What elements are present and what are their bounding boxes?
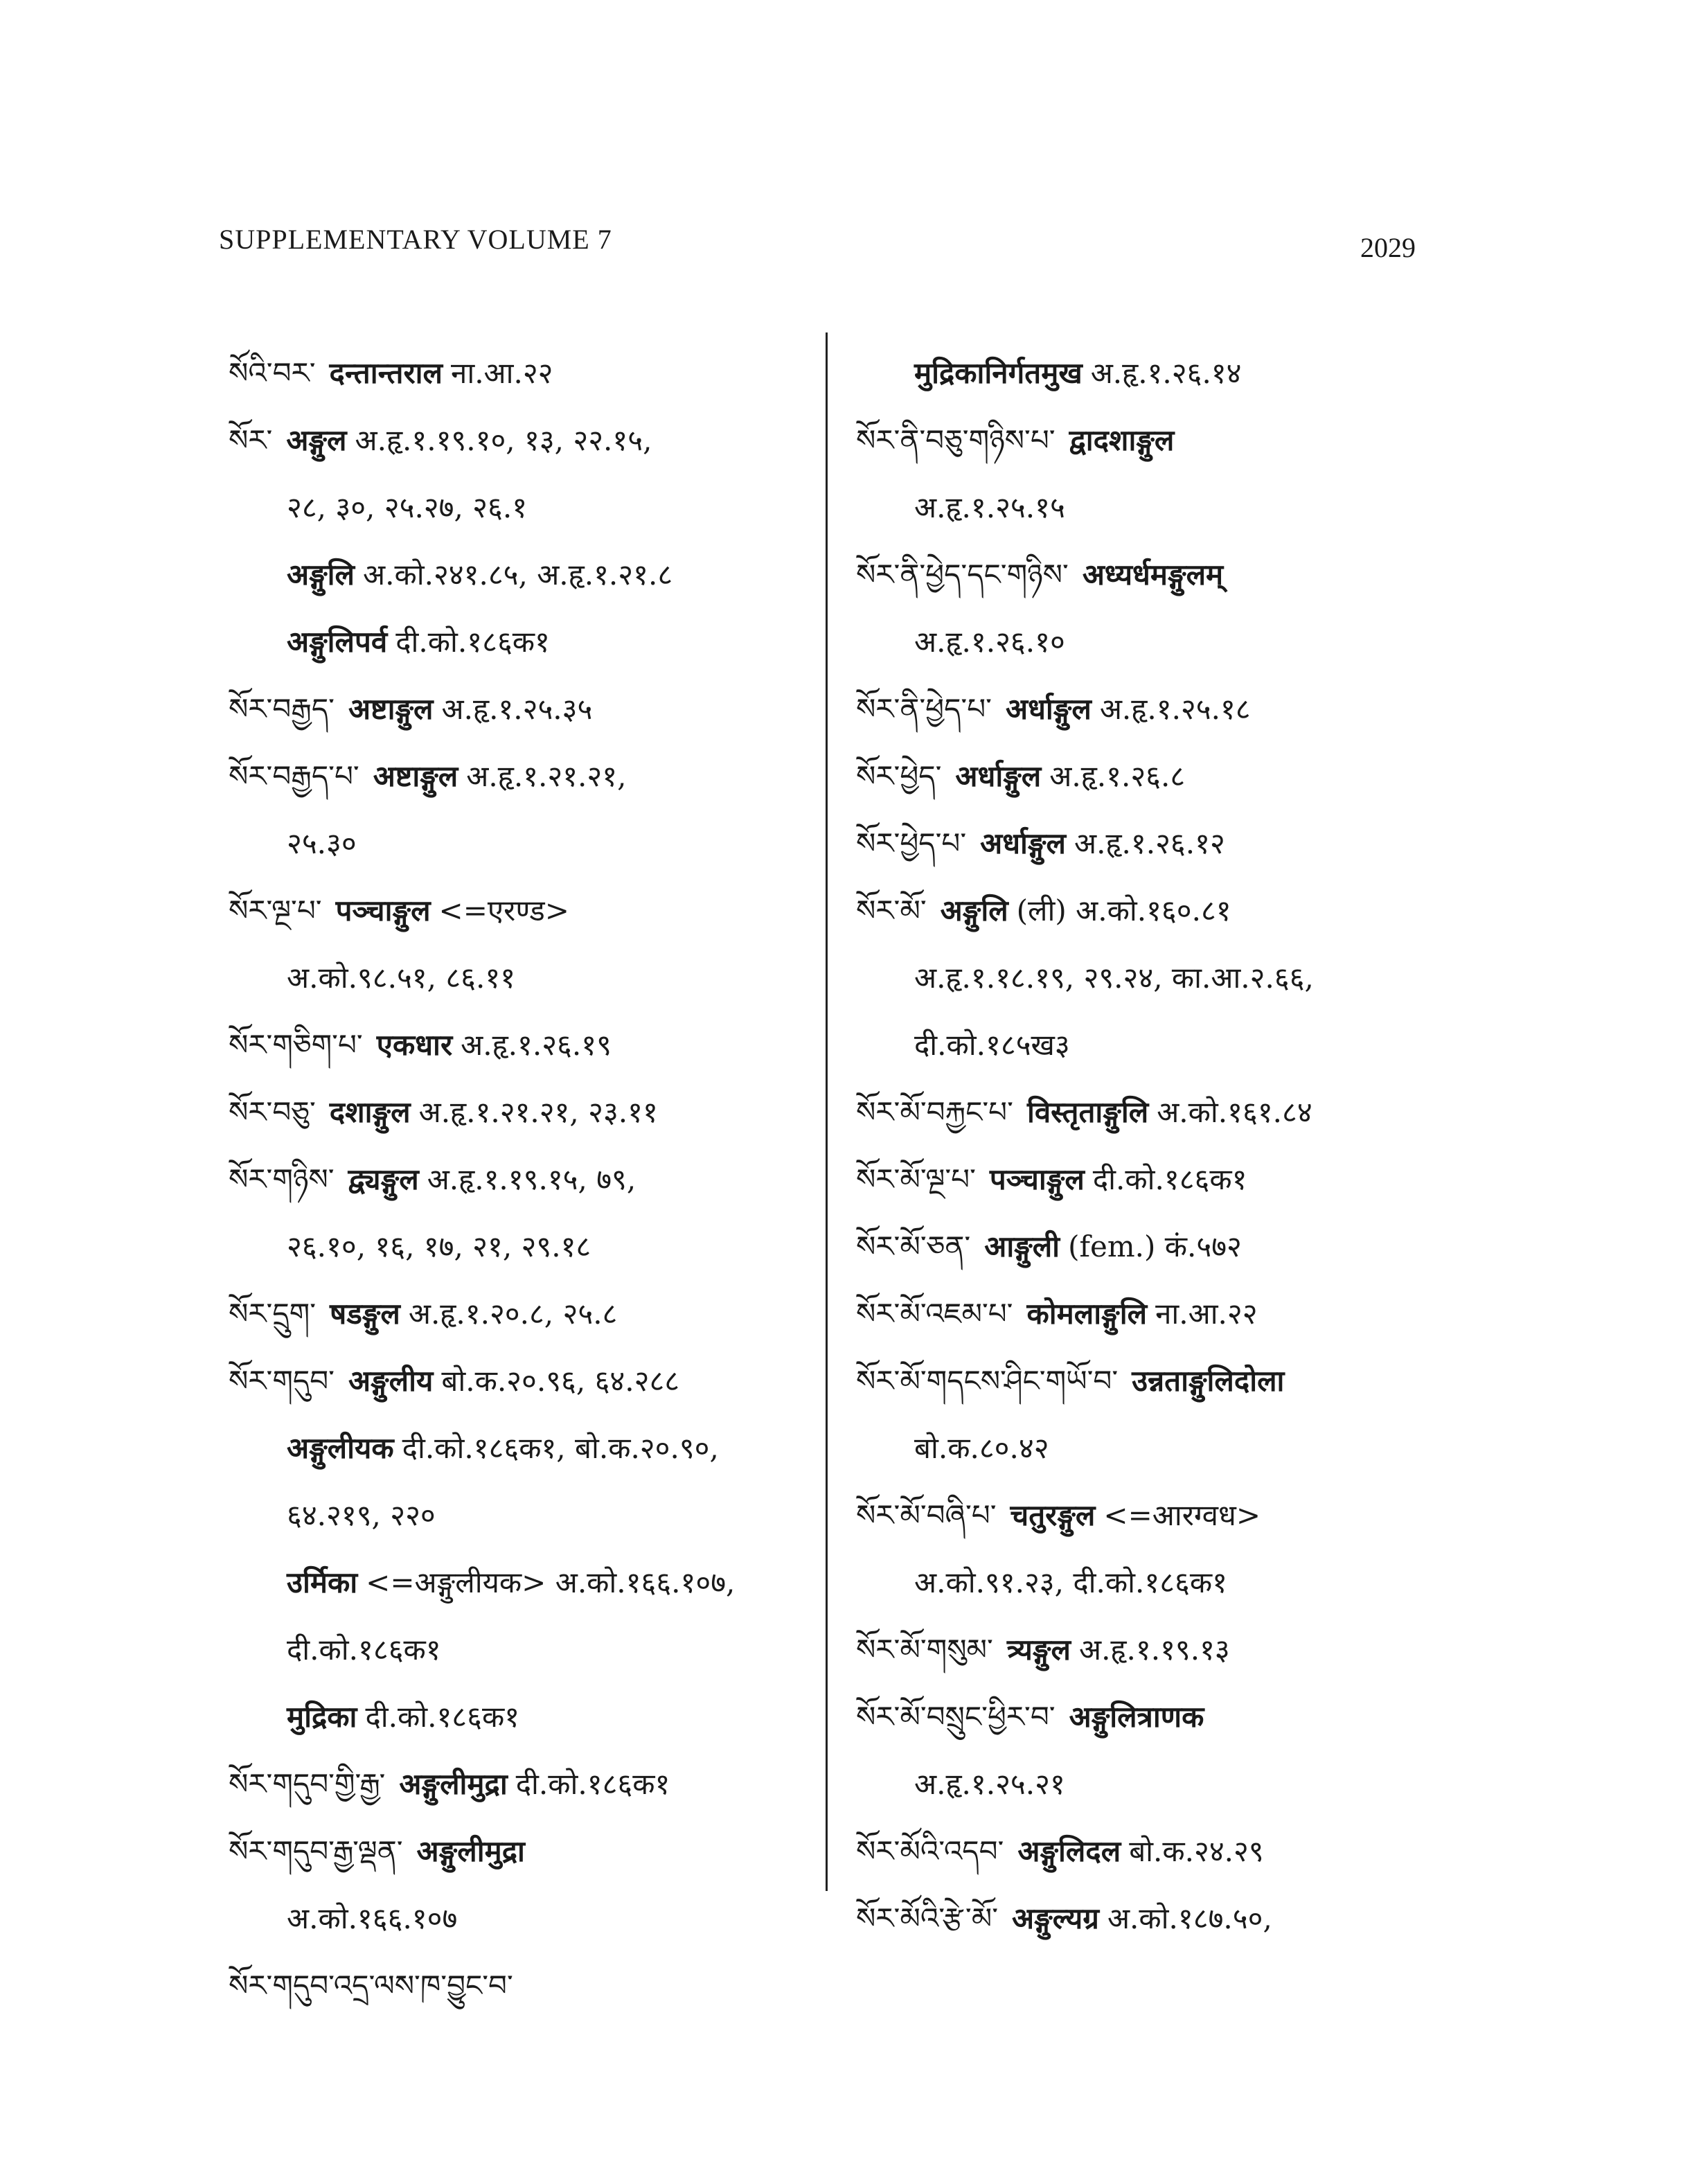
sanskrit-equivalent: द्वादशाङ्गुल xyxy=(1069,423,1175,457)
dictionary-line xyxy=(229,541,755,608)
source-reference: (ली) अ.को.१६०.८१ xyxy=(1016,894,1231,927)
source-reference: अ.हृ.१.२१.२१, २३.११ xyxy=(418,1095,658,1129)
dictionary-line xyxy=(856,743,1382,810)
source-reference: अ.हृ.१.१८.१९, २९.२४, का.आ.२.६६, xyxy=(914,961,1314,995)
sanskrit-equivalent: अर्धाङ्गुल xyxy=(1005,692,1092,726)
sanskrit-equivalent: विस्तृताङ्गुलि xyxy=(1026,1095,1149,1129)
dictionary-line xyxy=(229,1414,755,1482)
running-header: SUPPLEMENTARY VOLUME 7 xyxy=(219,224,612,255)
sanskrit-equivalent: अङ्गुलिपर्व xyxy=(287,625,388,659)
sanskrit-equivalent: अङ्गुल xyxy=(286,423,347,457)
dictionary-line xyxy=(229,1280,755,1347)
page-number: 2029 xyxy=(1360,232,1416,263)
tibetan-headword: སོར་མོ་བསྲུང་ཕྱིར་བ་ xyxy=(856,1700,1056,1734)
dictionary-line xyxy=(856,675,1382,743)
source-reference: ना.आ.२२ xyxy=(1155,1297,1258,1331)
dictionary-line xyxy=(229,1683,755,1750)
tibetan-headword: སོར་བརྒྱད་པ་ xyxy=(229,759,359,793)
tibetan-headword: སོར་མོ་གདངས་ཤིང་གཡོ་བ་ xyxy=(856,1364,1119,1398)
tibetan-headword: སོར་མོའི་རྩེ་མོ་ xyxy=(856,1901,999,1935)
sanskrit-equivalent: अङ्गुलि xyxy=(940,894,1008,927)
sanskrit-equivalent: अङ्गुलीमुद्रा xyxy=(399,1767,508,1801)
tibetan-headword: སོར་གདུབ་འདྲ་ལས་ཁ་བྱུང་བ་ xyxy=(229,1969,513,2003)
dictionary-line xyxy=(229,1885,755,1952)
sanskrit-equivalent: दन्तान्तराल xyxy=(329,356,443,390)
sanskrit-equivalent: उर्मिका xyxy=(287,1565,358,1599)
tibetan-headword: སོར་ xyxy=(229,423,273,457)
source-reference: अ.हृ.१.२५.१५ xyxy=(914,490,1065,524)
dictionary-line xyxy=(229,675,755,743)
source-reference: बो.क.८०.४२ xyxy=(914,1431,1049,1465)
tibetan-headword: སོར་མོ་འཇམ་པ་ xyxy=(856,1297,1013,1331)
sanskrit-equivalent: दशाङ्गुल xyxy=(329,1095,411,1129)
sanskrit-equivalent: अङ्गुलिदल xyxy=(1017,1834,1121,1868)
dictionary-line xyxy=(229,1146,755,1213)
source-reference: ६४.२१९, २२० xyxy=(287,1498,436,1532)
dictionary-line xyxy=(856,1078,1382,1146)
dictionary-line xyxy=(229,1482,755,1549)
dictionary-line xyxy=(856,877,1382,944)
source-reference: दी.को.१८६क१ xyxy=(287,1633,441,1667)
tibetan-headword: སོར་བཅུ་ xyxy=(229,1095,316,1129)
dictionary-line xyxy=(229,1078,755,1146)
dictionary-line xyxy=(229,1011,755,1078)
source-reference: दी.को.१८६क१ xyxy=(515,1767,670,1801)
sanskrit-equivalent: अङ्गुलीय xyxy=(348,1364,434,1398)
source-reference: <=एरण्ड> xyxy=(438,894,569,927)
source-reference: (fem.) कं.५७२ xyxy=(1068,1229,1242,1263)
tibetan-headword: སོར་ཕྱེད་ xyxy=(856,759,942,793)
source-reference: अ.को.९८.५१, ८६.११ xyxy=(287,961,516,995)
tibetan-headword: སོར་གདུབ་ xyxy=(229,1364,335,1398)
tibetan-headword: སོར་མོ་ xyxy=(856,894,927,927)
dictionary-line xyxy=(856,1750,1382,1818)
tibetan-headword: སོར་ལྔ་པ་ xyxy=(229,894,322,927)
source-reference: अ.हृ.१.२५.२१ xyxy=(914,1767,1065,1801)
dictionary-line xyxy=(856,1011,1382,1078)
sanskrit-equivalent: मुद्रिकानिर्गतमुख xyxy=(914,356,1083,390)
dictionary-line xyxy=(856,1549,1382,1616)
tibetan-headword: སོའི་བར་ xyxy=(229,356,316,390)
sanskrit-equivalent: एकधार xyxy=(376,1028,453,1062)
sanskrit-equivalent: अङ्गुलीयक xyxy=(287,1431,394,1465)
dictionary-line xyxy=(856,474,1382,541)
tibetan-headword: སོར་ཕྱེད་པ་ xyxy=(856,826,967,860)
dictionary-line xyxy=(229,1213,755,1280)
source-reference: दी.को.१८६क१ xyxy=(395,625,550,659)
tibetan-headword: སོར་མོའི་འདབ་ xyxy=(856,1834,1004,1868)
dictionary-line xyxy=(229,944,755,1011)
source-reference: अ.हृ.१.२६.१४ xyxy=(1090,356,1242,390)
tibetan-headword: སོར་གཉིས་ xyxy=(229,1162,335,1196)
dictionary-line xyxy=(229,1549,755,1616)
source-reference: ना.आ.२२ xyxy=(451,356,553,390)
left-column xyxy=(229,339,755,2019)
sanskrit-equivalent: अङ्गुलीमुद्रा xyxy=(416,1834,525,1868)
dictionary-line xyxy=(856,1482,1382,1549)
source-reference: अ.को.१८७.५०, xyxy=(1107,1901,1272,1935)
dictionary-line xyxy=(229,608,755,675)
source-reference: अ.हृ.१.१९.१५, ७९, xyxy=(427,1162,636,1196)
sanskrit-equivalent: अध्यर्धमङ्गुलम् xyxy=(1082,558,1224,592)
right-column xyxy=(856,339,1382,1952)
dictionary-line xyxy=(229,1616,755,1683)
dictionary-line xyxy=(856,407,1382,474)
dictionary-line xyxy=(856,810,1382,877)
dictionary-line xyxy=(229,810,755,877)
sanskrit-equivalent: कोमलाङ्गुलि xyxy=(1026,1297,1148,1331)
source-reference: बो.क.२०.९६, ६४.२८८ xyxy=(441,1364,680,1398)
source-reference: २८, ३०, २५.२७, २६.१ xyxy=(287,490,528,524)
sanskrit-equivalent: षडङ्गुल xyxy=(330,1297,400,1331)
source-reference: अ.हृ.१.२६.१९ xyxy=(461,1028,612,1062)
sanskrit-equivalent: अष्टाङ्गुल xyxy=(348,692,434,726)
dictionary-line xyxy=(229,1750,755,1818)
source-reference: बो.क.२४.२९ xyxy=(1129,1834,1264,1868)
dictionary-line xyxy=(229,1347,755,1414)
dictionary-line xyxy=(229,743,755,810)
source-reference: अ.को.२४१.८५, अ.हृ.१.२१.८ xyxy=(363,558,673,592)
dictionary-line xyxy=(856,1885,1382,1952)
source-reference: अ.हृ.१.२५.३५ xyxy=(441,692,593,726)
dictionary-line xyxy=(856,541,1382,608)
source-reference: अ.को.९१.२३, दी.को.१८६क१ xyxy=(914,1565,1227,1599)
dictionary-line xyxy=(229,877,755,944)
source-reference: अ.हृ.१.१९.१०, १३, २२.१५, xyxy=(355,423,652,457)
dictionary-line xyxy=(856,1213,1382,1280)
source-reference: दी.को.१८६क१ xyxy=(365,1700,520,1734)
tibetan-headword: སོར་གདུབ་གྱི་རྒྱ་ xyxy=(229,1767,386,1801)
tibetan-headword: སོར་ནི་བཅུ་གཉིས་པ་ xyxy=(856,423,1056,457)
tibetan-headword: སོར་མོ་བརྐྱང་པ་ xyxy=(856,1095,1013,1129)
dictionary-line xyxy=(856,1683,1382,1750)
sanskrit-equivalent: पञ्चाङ्गुल xyxy=(989,1162,1085,1196)
source-reference: <=अङ्गुलीयक> अ.को.१६६.१०७, xyxy=(366,1565,736,1599)
sanskrit-equivalent: अष्टाङ्गुल xyxy=(373,759,458,793)
sanskrit-equivalent: अर्धाङ्गुल xyxy=(980,826,1066,860)
dictionary-line xyxy=(856,944,1382,1011)
sanskrit-equivalent: अङ्गुल्यग्र xyxy=(1012,1901,1099,1935)
source-reference: अ.हृ.१.२६.१२ xyxy=(1074,826,1225,860)
tibetan-headword: སོར་ནི་ཕྱེད་དང་གཉིས་ xyxy=(856,558,1069,592)
source-reference: अ.हृ.१.२६.८ xyxy=(1049,759,1186,793)
sanskrit-equivalent: चतुरङ्गुल xyxy=(1010,1498,1096,1532)
source-reference: दी.को.१८६क१, बो.क.२०.९०, xyxy=(402,1431,719,1465)
source-reference: २६.१०, १६, १७, २१, २९.१८ xyxy=(287,1229,591,1263)
tibetan-headword: སོར་མོ་ལྔ་པ་ xyxy=(856,1162,976,1196)
tibetan-headword: སོར་མོ་བཞི་པ་ xyxy=(856,1498,997,1532)
tibetan-headword: སོར་གདུབ་རྒྱ་ལྡན་ xyxy=(229,1834,403,1868)
sanskrit-equivalent: पञ्चाङ्गुल xyxy=(335,894,431,927)
source-reference: अ.हृ.१.२५.१८ xyxy=(1099,692,1251,726)
dictionary-line xyxy=(229,407,755,474)
sanskrit-equivalent: उन्नताङ्गुलिदोला xyxy=(1132,1364,1285,1398)
source-reference: अ.को.१६६.१०७ xyxy=(287,1901,458,1935)
tibetan-headword: སོར་བརྒྱད་ xyxy=(229,692,335,726)
sanskrit-equivalent: त्र्यङ्गुल xyxy=(1006,1633,1071,1667)
dictionary-line xyxy=(229,1952,755,2019)
source-reference: <=आरग्वध> xyxy=(1103,1498,1261,1532)
source-reference: अ.हृ.१.१९.१३ xyxy=(1078,1633,1230,1667)
source-reference: दी.को.१८५ख३ xyxy=(914,1028,1070,1062)
source-reference: २५.३० xyxy=(287,826,357,860)
dictionary-line xyxy=(229,474,755,541)
sanskrit-equivalent: द्व्यङ्गुल xyxy=(348,1162,419,1196)
source-reference: अ.को.१६१.८४ xyxy=(1157,1095,1312,1129)
sanskrit-equivalent: अङ्गुलित्राणक xyxy=(1069,1700,1204,1734)
dictionary-line xyxy=(856,1818,1382,1885)
dictionary-line xyxy=(229,339,755,407)
source-reference: अ.हृ.१.२०.८, २५.८ xyxy=(408,1297,618,1331)
tibetan-headword: སོར་མོ་ཅན་ xyxy=(856,1229,971,1263)
dictionary-line xyxy=(856,1414,1382,1482)
sanskrit-equivalent: अर्धाङ्गुल xyxy=(955,759,1042,793)
source-reference: दी.को.१८६क१ xyxy=(1092,1162,1247,1196)
dictionary-line xyxy=(856,339,1382,407)
dictionary-line xyxy=(856,1280,1382,1347)
source-reference: अ.हृ.१.२६.१० xyxy=(914,625,1065,659)
sanskrit-equivalent: आङ्गुली xyxy=(984,1229,1060,1263)
dictionary-line xyxy=(856,608,1382,675)
tibetan-headword: སོར་ནི་ཕྱེད་པ་ xyxy=(856,692,992,726)
sanskrit-equivalent: मुद्रिका xyxy=(287,1700,357,1734)
dictionary-line xyxy=(856,1347,1382,1414)
tibetan-headword: སོར་མོ་གསུམ་ xyxy=(856,1633,993,1667)
dictionary-line xyxy=(856,1146,1382,1213)
dictionary-line xyxy=(229,1818,755,1885)
source-reference: अ.हृ.१.२१.२१, xyxy=(466,759,627,793)
tibetan-headword: སོར་དྲུག་ xyxy=(229,1297,317,1331)
tibetan-headword: སོར་གཅིག་པ་ xyxy=(229,1028,363,1062)
dictionary-line xyxy=(856,1616,1382,1683)
column-divider xyxy=(826,332,828,1891)
sanskrit-equivalent: अङ्गुलि xyxy=(287,558,355,592)
